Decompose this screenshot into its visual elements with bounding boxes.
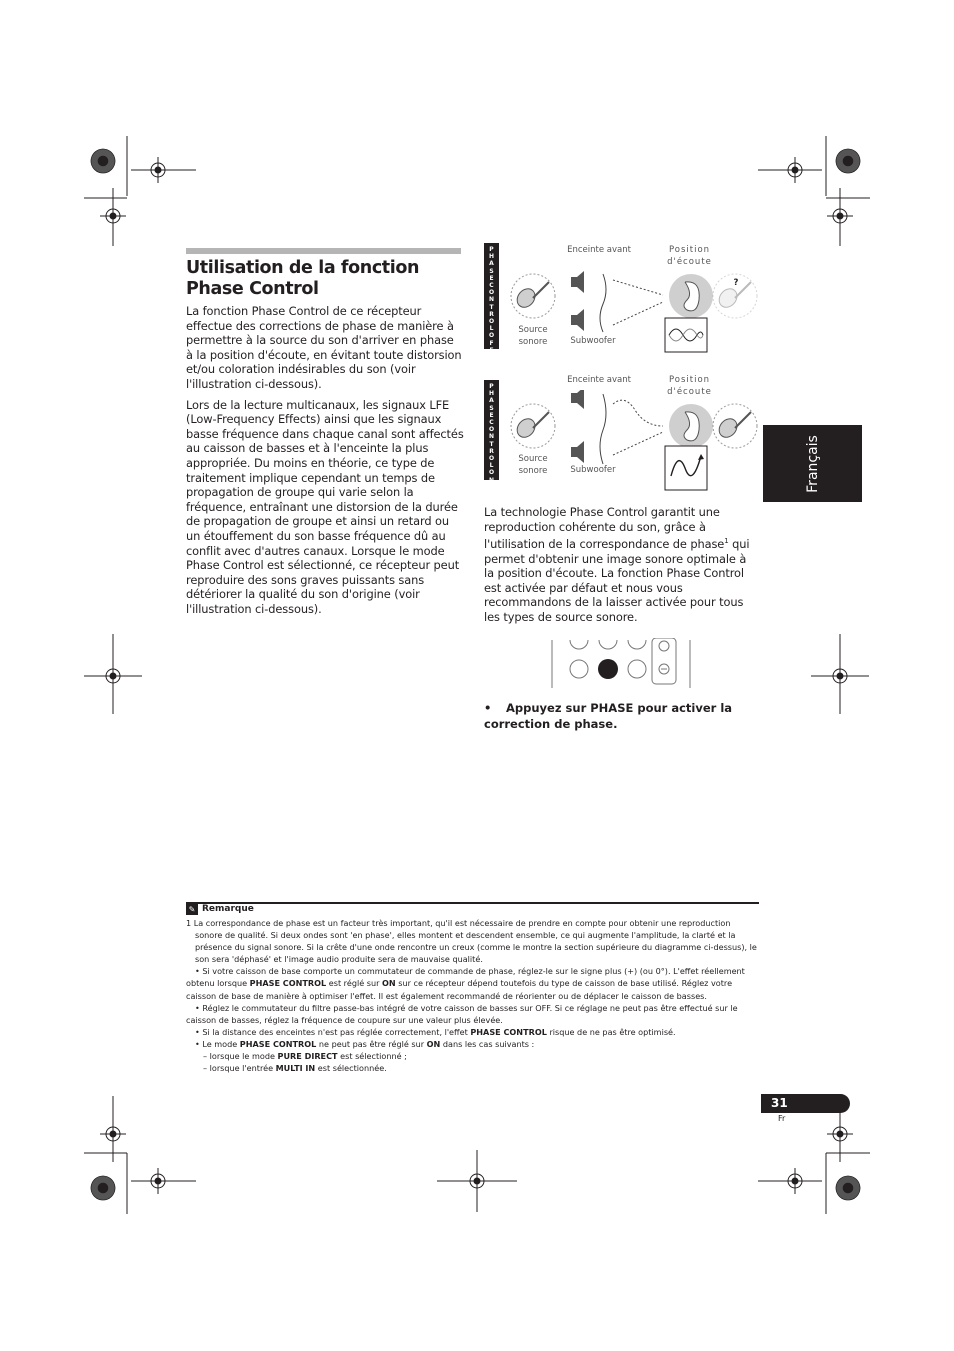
sound-source-label: Source sonore — [518, 454, 548, 476]
language-label: Français — [804, 434, 821, 493]
remote-button — [628, 660, 646, 678]
subwoofer-label: Subwoofer — [570, 336, 616, 346]
front-speaker-label: Enceinte avant — [567, 375, 631, 385]
guitar-icon — [511, 274, 555, 318]
note-item: • Si votre caisson de base comporte un commutateur de commande de phase, réglez-le sur le signe plus (+) (ou 0°). L'effet réellement obtenu lorsque PHASE CONTROL est réglé sur ON sur ce récepteur dépend toutefois du type de caisson de base utilisé. Réglez votre caisson de base de manière à optimiser l'effet. Il est également recommandé de réorienter ou de déplacer le caisson de basses. — [186, 966, 745, 1001]
title-rule — [186, 248, 461, 254]
notes-body — [186, 917, 759, 1074]
speaker-icon — [571, 390, 584, 409]
language-tab — [763, 425, 862, 502]
bar-label: PHASE CONTROL ON — [488, 383, 495, 484]
page-number: 31 — [771, 1096, 788, 1110]
phase-button — [598, 659, 618, 679]
speaker-icon — [571, 271, 584, 293]
section-title: Utilisation de la fonction Phase Control — [186, 258, 420, 299]
note-item: – lorsque le mode PURE DIRECT est sélectionné ; — [203, 1051, 407, 1062]
phase-control-on-bar — [484, 380, 499, 484]
note-item: 1 La correspondance de phase est un facteur très important, qu'il est nécessaire de prendre en compte pour obtenir une reproduction sonore de qualité. Si deux ondes sont 'en phase', elles montent et descendent ensemble, ce qui augmente l'amplitude, la clarté et la présence du signal sonore. Si la crête d'une onde rencontre un creux (comme le montre la section supérieure du diagramme ci-dessus), le son sera 'déphasé' et l'image audio produite sera de mauvaise qualité. — [186, 918, 757, 965]
remote-control-illustration — [550, 638, 695, 690]
guitar-icon — [511, 404, 555, 448]
speaker-icon — [571, 309, 584, 331]
page-language-code: Fr — [778, 1114, 786, 1123]
note-item: • Réglez le commutateur du filtre passe-bas intégré de votre caisson de basses sur OFF. Si ce réglage ne peut pas être effectué sur le caisson de basses, réglez la fréquence de coupure sur une valeur plus élevée. — [186, 1002, 738, 1025]
phase-control-off-bar — [484, 243, 499, 354]
bar-label: PHASE CONTROL OFF — [488, 246, 495, 354]
note-heading: ✎ Remarque — [186, 904, 254, 915]
front-speaker-label: Enceinte avant — [567, 245, 631, 255]
left-column — [186, 304, 464, 622]
instruction-bullet: • Appuyez sur PHASE pour activer la correction de phase. — [484, 701, 733, 731]
question-mark: ? — [733, 278, 739, 288]
remote-button — [570, 660, 588, 678]
note-rule — [186, 902, 759, 904]
guitar-icon — [713, 404, 757, 448]
note-item: • Le mode PHASE CONTROL ne peut pas être réglé sur ON dans les cas suivants : — [195, 1038, 535, 1049]
bullet-marker: • — [484, 701, 492, 715]
paragraph: La technologie Phase Control garantit une reproduction cohérente du son, grâce à l'utilisation de la correspondance de phase$^1$ qui permet d'obtenir une image sonore optimale à la position d'écoute. La fonction Phase Control est activée par défaut et nous vous recommandons de la laisser activée pour tous les types de source sonore. — [484, 505, 750, 624]
star-target-icon — [91, 149, 115, 173]
footnote-ref: 1 — [724, 537, 729, 546]
ear-icon — [669, 274, 713, 318]
ear-icon — [669, 404, 713, 448]
diagram-off-graphic — [505, 260, 765, 360]
guitar-faded-icon — [713, 274, 757, 318]
page-number-tab — [761, 1094, 850, 1113]
subwoofer-label: Subwoofer — [570, 465, 616, 475]
note-item: – lorsque l'entrée MULTI IN est sélectionnée. — [203, 1063, 387, 1074]
diagram-on-graphic — [505, 390, 765, 500]
listening-position-label: Position d'écoute — [667, 375, 712, 397]
waveform-out-of-phase — [665, 318, 707, 352]
speaker-icon — [571, 441, 584, 463]
sound-source-label: Source sonore — [518, 325, 548, 347]
volume-rocker — [652, 638, 676, 684]
note-icon: ✎ — [186, 904, 198, 915]
note-item: • Si la distance des enceintes n'est pas réglée correctement, l'effet PHASE CONTROL risque de ne pas être optimisé. — [195, 1026, 676, 1037]
waveform-in-phase — [665, 446, 707, 490]
listening-position-label: Position d'écoute — [667, 245, 712, 267]
paragraph: Lors de la lecture multicanaux, les signaux LFE (Low-Frequency Effects) ainsi que les signaux basse fréquence dans chaque canal sont affectés au caisson de basses et à l'enceinte la plus appropriée. Du moins en théorie, ce type de traitement implique cependant un temps de propagation de groupe qui varie selon la fréquence, entraînant une distorsion de la durée de propagation de groupe et ainsi un retard ou un étouffement du son basse fréquence dû au conflit avec d'autres canaux. Lorsque le mode Phase Control est sélectionné, ce récepteur peut reproduire des sons graves puissants sans détériorer la qualité du son d'origine (voir l'illustration ci-dessous). — [186, 397, 464, 616]
right-column — [484, 505, 754, 631]
paragraph: La fonction Phase Control de ce récepteur effectue des corrections de phase de manière à permettre à la source du son d'arriver en phase à la position d'écoute, en évitant toute distorsion et/ou coloration indésirables du son (voir l'illustration ci-dessous). — [186, 304, 462, 391]
